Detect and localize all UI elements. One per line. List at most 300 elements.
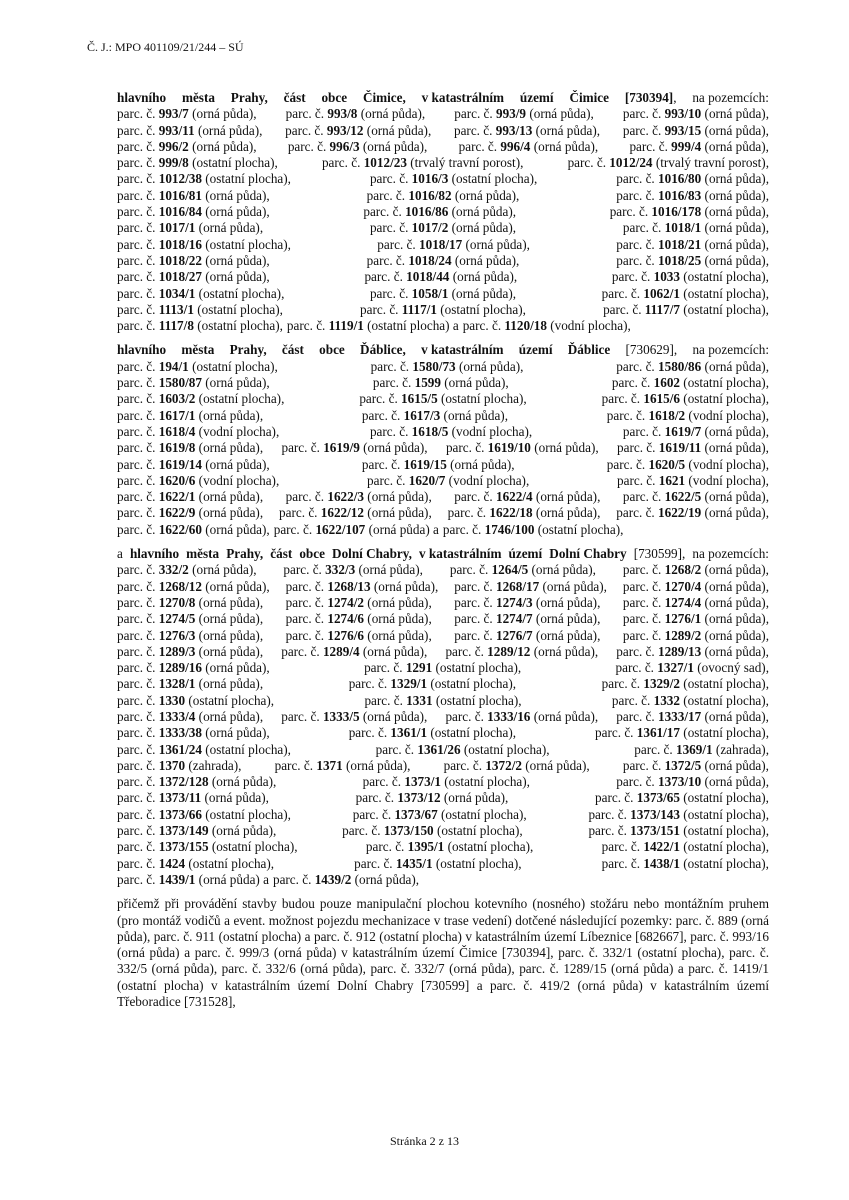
parcel-land-type: (orná půda),	[440, 375, 509, 391]
parcel-number: 1373/149	[158, 823, 209, 839]
parcel-land-type: (orná půda),	[357, 106, 426, 122]
parcel-land-type: (ostatní plocha),	[448, 171, 538, 187]
parcel-prefix: parc. č.	[454, 106, 496, 122]
parcel-prefix: parc. č.	[117, 489, 159, 505]
parcel-prefix: parc. č.	[355, 790, 398, 806]
parcel-land-type: (orná půda),	[701, 774, 769, 790]
parcel-entry	[623, 489, 769, 505]
parcel-number: 1017/2	[411, 220, 449, 236]
parcel-number: 1622/60	[158, 521, 202, 537]
parcel-land-type: (vodní plocha),	[685, 472, 769, 488]
parcel-land-type: (orná půda),	[446, 456, 515, 472]
parcel-prefix: parc. č.	[622, 423, 665, 439]
parcel-prefix: parc. č.	[445, 440, 488, 456]
parcel-row	[117, 106, 769, 122]
parcel-row	[117, 359, 769, 375]
intro-word	[419, 546, 501, 562]
parcel-number: 993/12	[326, 122, 364, 138]
parcel-land-type: (ostatní plocha),	[534, 521, 624, 537]
parcel-entry	[286, 579, 439, 595]
parcel-prefix: parc. č.	[454, 578, 496, 594]
parcel-number: 1289/13	[657, 643, 702, 659]
parcel-land-type: (ostatní plocha),	[679, 790, 769, 806]
parcel-row	[117, 171, 769, 187]
parcel-land-type: (ostatní plocha),	[433, 823, 523, 839]
parcel-number: 1372/128	[158, 774, 209, 790]
parcel-entry	[117, 595, 263, 611]
intro-word	[634, 546, 686, 562]
parcel-row	[117, 774, 769, 790]
parcel-number: 1016/82	[408, 187, 452, 203]
parcel-number: 1018/24	[408, 252, 452, 268]
parcel-land-type: (ostatní plocha),	[437, 806, 527, 822]
parcel-entry	[463, 318, 631, 334]
parcel-prefix: parc. č.	[281, 440, 324, 456]
parcel-prefix: parc. č.	[281, 643, 323, 659]
parcel-number: 1333/38	[158, 725, 202, 741]
intro-word	[284, 90, 306, 106]
parcel-prefix: parc. č.	[117, 318, 159, 334]
intro-text: [730599]	[633, 546, 683, 562]
parcel-land-type: (orná půda),	[448, 204, 517, 220]
section-intro	[117, 546, 769, 562]
parcel-entry	[117, 489, 263, 505]
parcel-land-type: (orná půda),	[201, 521, 270, 537]
parcel-prefix: parc. č.	[117, 521, 159, 537]
parcel-prefix: parc. č.	[377, 236, 419, 252]
parcel-entry	[444, 758, 590, 774]
parcel-row-final	[117, 522, 769, 538]
parcel-number: 1016/80	[658, 171, 702, 187]
parcel-land-type: (ostatní plocha),	[444, 839, 534, 855]
parcel-number: 1618/2	[648, 407, 686, 423]
parcel-prefix: parc. č.	[462, 318, 505, 334]
parcel-prefix: parc. č.	[117, 692, 159, 708]
parcel-land-type: (ostatní plocha),	[185, 855, 275, 871]
parcel-prefix: parc. č.	[117, 391, 159, 407]
parcel-land-type: (orná půda),	[359, 643, 428, 659]
intro-word	[519, 342, 553, 358]
parcel-number: 1289/12	[487, 643, 531, 659]
parcel-land-type: (ostatní plocha),	[427, 725, 517, 741]
parcel-land-type: (orná půda),	[194, 122, 263, 138]
parcel-prefix: parc. č.	[360, 301, 402, 317]
parcel-number: 1333/16	[487, 708, 531, 724]
parcel-entry	[446, 440, 599, 456]
parcel-number: 1268/17	[495, 578, 540, 594]
parcel-prefix: parc. č.	[622, 578, 665, 594]
parcel-land-type: (ostatní plocha) a	[363, 318, 459, 334]
parcel-number: 993/10	[664, 106, 702, 122]
parcel-entry	[616, 359, 769, 375]
parcel-land-type: (orná půda),	[701, 643, 769, 659]
parcel-prefix: parc. č.	[117, 660, 159, 676]
parcel-prefix: parc. č.	[117, 611, 159, 627]
parcel-number: 1372/2	[485, 757, 522, 773]
parcel-number: 1012/23	[363, 155, 407, 171]
intro-word	[299, 546, 325, 562]
parcel-row	[117, 725, 769, 741]
parcel-land-type: (ostatní plocha),	[201, 741, 291, 757]
parcel-number: 1618/4	[158, 423, 196, 439]
parcel-entry	[373, 375, 509, 391]
parcel-number: 1599	[414, 375, 441, 391]
intro-word	[321, 90, 347, 106]
parcel-land-type: (orná půda),	[201, 456, 270, 472]
parcel-entry	[623, 424, 769, 440]
parcel-prefix: parc. č.	[274, 757, 317, 773]
section-dolni-chabry	[117, 546, 769, 888]
parcel-entry	[607, 408, 769, 424]
parcel-land-type: (orná půda),	[363, 122, 432, 138]
parcel-entry	[371, 359, 524, 375]
parcel-number: 1619/9	[323, 440, 360, 456]
intro-word	[226, 546, 263, 562]
parcel-entry	[448, 505, 601, 521]
parcel-entry	[634, 742, 769, 758]
parcel-land-type: (ostatní plocha),	[432, 692, 522, 708]
intro-text: Dolní Chabry	[549, 546, 627, 562]
parcel-number: 1619/11	[658, 440, 702, 456]
parcel-prefix: parc. č.	[601, 855, 644, 871]
parcel-land-type: (orná půda),	[532, 611, 601, 627]
parcel-list	[117, 562, 769, 888]
parcel-entry	[117, 628, 263, 644]
parcel-entry	[612, 269, 769, 285]
parcel-land-type: (orná půda),	[364, 594, 432, 610]
parcel-entry	[454, 489, 600, 505]
parcel-land-type: (ostatní plocha),	[680, 725, 769, 741]
parcel-row	[117, 856, 769, 872]
parcel-entry	[286, 489, 432, 505]
parcel-number: 1618/5	[411, 423, 449, 439]
parcel-number: 1435/1	[395, 855, 433, 871]
parcel-entry	[595, 725, 769, 741]
parcel-entry	[459, 139, 599, 155]
parcel-prefix: parc. č.	[369, 285, 412, 301]
parcel-prefix: parc. č.	[117, 790, 159, 806]
parcel-land-type: (ostatní plocha),	[427, 676, 517, 692]
parcel-prefix: parc. č.	[622, 611, 665, 627]
parcel-prefix: parc. č.	[363, 204, 406, 220]
parcel-prefix: parc. č.	[445, 708, 488, 724]
parcel-prefix: parc. č.	[273, 521, 316, 537]
parcel-prefix: parc. č.	[117, 269, 159, 285]
parcel-prefix: parc. č.	[342, 823, 384, 839]
parcel-land-type: (ostatní plocha),	[680, 806, 769, 822]
parcel-prefix: parc. č.	[616, 187, 659, 203]
parcel-number: 1361/1	[390, 725, 428, 741]
parcel-land-type: (ostatní plocha),	[680, 375, 769, 391]
parcel-number: 1268/13	[327, 578, 371, 594]
intro-word	[270, 546, 292, 562]
parcel-entry	[445, 709, 598, 725]
parcel-number: 1622/1	[158, 489, 196, 505]
parcel-number: 996/3	[329, 138, 360, 154]
parcel-number: 993/15	[664, 122, 702, 138]
parcel-land-type: (orná půda),	[701, 171, 769, 187]
parcel-number: 1018/1	[664, 220, 702, 236]
parcel-number: 332/2	[158, 562, 189, 578]
parcel-row	[117, 839, 769, 855]
parcel-number: 1439/2	[314, 871, 352, 887]
parcel-prefix: parc. č.	[117, 871, 159, 887]
parcel-number: 1276/1	[664, 611, 702, 627]
parcel-row	[117, 676, 769, 692]
parcel-entry	[616, 253, 769, 269]
parcel-prefix: parc. č.	[285, 122, 327, 138]
parcel-prefix: parc. č.	[595, 725, 637, 741]
intro-word	[520, 90, 554, 106]
parcel-number: 996/4	[500, 138, 531, 154]
parcel-row	[117, 269, 769, 285]
parcel-prefix: parc. č.	[372, 375, 415, 391]
parcel-entry	[117, 139, 257, 155]
section-cimice	[117, 90, 769, 334]
parcel-row	[117, 139, 769, 155]
parcel-number: 1373/12	[397, 790, 441, 806]
parcel-land-type: (ostatní plocha),	[679, 269, 769, 285]
parcel-prefix: parc. č.	[601, 839, 644, 855]
parcel-land-type: (orná půda),	[449, 269, 518, 285]
parcel-land-type: (orná půda),	[188, 562, 257, 578]
parcel-land-type: (ostatní plocha),	[437, 391, 527, 407]
parcel-land-type: (orná půda),	[701, 757, 769, 773]
parcel-land-type: (ostatní plocha),	[680, 839, 769, 855]
parcel-land-type: (vodní plocha),	[195, 472, 280, 488]
intro-text: obce	[319, 342, 345, 358]
parcel-prefix: parc. č.	[287, 138, 330, 154]
parcel-row	[117, 457, 769, 473]
parcel-entry	[117, 375, 270, 391]
parcel-prefix: parc. č.	[117, 741, 159, 757]
parcel-prefix: parc. č.	[442, 521, 485, 537]
parcel-prefix: parc. č.	[364, 660, 406, 676]
parcel-land-type: (orná půda),	[201, 578, 270, 594]
parcel-land-type: (orná půda),	[208, 823, 277, 839]
parcel-prefix: parc. č.	[117, 440, 159, 456]
parcel-number: 1016/81	[158, 187, 202, 203]
parcel-row	[117, 742, 769, 758]
parcel-land-type: (ostatní plocha),	[440, 774, 530, 790]
parcel-entry	[117, 562, 257, 578]
parcel-land-type: (orná půda),	[701, 204, 769, 220]
parcel-prefix: parc. č.	[286, 318, 329, 334]
parcel-entry	[454, 579, 607, 595]
parcel-entry	[454, 106, 594, 122]
parcel-entry	[363, 774, 530, 790]
parcel-entry	[286, 611, 432, 627]
parcel-row	[117, 562, 769, 578]
parcel-land-type: (ostatní plocha),	[195, 391, 285, 407]
parcel-land-type: (orná půda),	[701, 489, 769, 505]
parcel-number: 1371	[316, 757, 343, 773]
parcel-entry	[279, 505, 432, 521]
parcel-number: 1018/22	[158, 252, 202, 268]
parcel-land-type: (ostatní plocha),	[201, 236, 291, 252]
parcel-land-type: (vodní plocha),	[546, 318, 631, 334]
parcel-entry	[616, 660, 769, 676]
parcel-number: 1395/1	[407, 839, 445, 855]
parcel-entry	[117, 676, 263, 692]
parcel-number: 1615/5	[401, 391, 438, 407]
parcel-prefix: parc. č.	[361, 407, 404, 423]
parcel-number: 1617/1	[158, 407, 196, 423]
parcel-entry	[588, 807, 769, 823]
parcel-land-type: (vodní plocha),	[685, 407, 769, 423]
parcel-row	[117, 188, 769, 204]
parcel-number: 1276/3	[158, 627, 196, 643]
intro-word	[230, 342, 267, 358]
parcel-prefix: parc. č.	[283, 562, 326, 578]
parcel-prefix: parc. č.	[622, 220, 665, 236]
parcel-prefix: parc. č.	[365, 839, 408, 855]
parcel-number: 1746/100	[484, 521, 535, 537]
parcel-row	[117, 790, 769, 806]
parcel-prefix: parc. č.	[117, 855, 159, 871]
parcel-number: 1580/73	[412, 358, 456, 374]
parcel-land-type: (ostatní plocha),	[679, 855, 769, 871]
parcel-prefix: parc. č.	[321, 155, 364, 171]
parcel-entry	[283, 562, 423, 578]
parcel-prefix: parc. č.	[117, 358, 159, 374]
parcel-land-type: (ostatní plocha),	[680, 391, 769, 407]
parcel-land-type: (ostatní plocha),	[432, 855, 522, 871]
intro-text: hlavního	[117, 90, 167, 105]
parcel-number: 1331	[406, 692, 433, 708]
intro-text: města	[181, 90, 215, 105]
parcel-number: 1603/2	[158, 391, 196, 407]
parcel-prefix: parc. č.	[611, 692, 654, 708]
intro-text: území	[519, 90, 554, 105]
intro-word	[569, 90, 609, 106]
parcel-entry	[117, 522, 270, 538]
parcel-number: 1018/21	[658, 236, 702, 252]
parcel-prefix: parc. č.	[603, 301, 645, 317]
punctuation: ,	[673, 90, 677, 105]
parcel-entry	[623, 611, 769, 627]
parcel-number: 1619/10	[487, 440, 531, 456]
intro-word	[182, 90, 215, 106]
parcel-entry	[623, 628, 769, 644]
parcel-entry	[117, 758, 241, 774]
parcel-land-type: (orná půda),	[342, 757, 411, 773]
parcel-number: 1018/27	[158, 269, 202, 285]
parcel-prefix: parc. č.	[447, 505, 490, 521]
parcel-land-type: (ostatní plocha),	[679, 301, 769, 317]
parcel-entry	[117, 660, 270, 676]
parcel-prefix: parc. č.	[279, 505, 321, 521]
parcel-land-type: (orná půda),	[201, 725, 270, 741]
parcel-number: 1615/6	[643, 391, 680, 407]
parcel-entry	[623, 595, 769, 611]
parcel-entry	[117, 693, 274, 709]
parcel-prefix: parc. č.	[285, 578, 328, 594]
parcel-number: 1117/1	[401, 301, 437, 317]
parcel-entry	[117, 611, 263, 627]
parcel-number: 1373/143	[630, 806, 680, 822]
parcel-number: 1370	[158, 757, 186, 773]
parcel-entry	[322, 155, 523, 171]
parcel-prefix: parc. č.	[117, 839, 159, 855]
parcel-number: 999/4	[671, 138, 702, 154]
parcel-prefix: parc. č.	[601, 391, 644, 407]
parcel-prefix: parc. č.	[364, 269, 407, 285]
parcel-land-type: (orná půda),	[701, 138, 769, 154]
document-reference-number: Č. J.: MPO 401109/21/244 – SÚ	[87, 40, 244, 54]
parcel-number: 1062/1	[643, 285, 680, 301]
parcel-land-type: (orná půda),	[455, 358, 524, 374]
parcel-prefix: parc. č.	[617, 440, 659, 456]
parcel-entry	[117, 359, 278, 375]
parcel-land-type: (orná půda),	[195, 594, 264, 610]
parcel-land-type: (orná půda),	[532, 505, 601, 521]
parcel-number: 1120/18	[504, 318, 547, 334]
parcel-entry	[629, 139, 769, 155]
parcel-prefix: parc. č.	[588, 823, 631, 839]
parcel-entry	[117, 644, 263, 660]
parcel-number: 1330	[158, 692, 186, 708]
parcel-prefix: parc. č.	[117, 204, 159, 220]
parcel-entry	[117, 269, 270, 285]
section-dablice	[117, 342, 769, 538]
parcel-entry	[281, 440, 427, 456]
parcel-prefix: parc. č.	[615, 660, 658, 676]
parcel-land-type: (ostatní plocha),	[188, 155, 278, 171]
parcel-number: 1328/1	[158, 676, 196, 692]
parcel-entry	[117, 440, 263, 456]
parcel-land-type: (ostatní plocha),	[680, 823, 769, 839]
parcel-land-type: (orná půda),	[701, 562, 769, 578]
parcel-prefix: parc. č.	[361, 456, 404, 472]
intro-text: území	[508, 546, 543, 562]
document-body	[117, 90, 769, 1010]
parcel-land-type: (orná půda),	[201, 660, 270, 676]
parcel-land-type: (orná půda),	[462, 236, 530, 252]
parcel-number: 993/7	[158, 106, 189, 122]
parcel-number: 1622/12	[320, 505, 364, 521]
intro-text: [730629]	[625, 342, 674, 358]
parcel-land-type: (vodní plocha),	[445, 472, 530, 488]
parcel-number: 1602	[653, 375, 680, 391]
parcel-prefix: parc. č.	[281, 708, 323, 724]
intro-text: a	[117, 546, 123, 562]
parcel-prefix: parc. č.	[359, 391, 402, 407]
parcel-prefix: parc. č.	[117, 138, 159, 154]
parcel-prefix: parc. č.	[117, 220, 159, 236]
intro-word	[626, 342, 678, 358]
parcel-row	[117, 123, 769, 139]
parcel-row	[117, 807, 769, 823]
parcel-number: 1373/10	[658, 774, 702, 790]
parcel-entry	[117, 839, 298, 855]
parcel-entry	[623, 123, 769, 139]
parcel-number: 1333/4	[158, 708, 196, 724]
parcel-number: 1620/6	[158, 472, 196, 488]
parcel-number: 1619/7	[664, 423, 702, 439]
parcel-entry	[370, 220, 516, 236]
parcel-prefix: parc. č.	[588, 806, 631, 822]
intro-text: města	[186, 546, 220, 562]
parcel-prefix: parc. č.	[362, 774, 405, 790]
parcel-prefix: parc. č.	[352, 806, 395, 822]
parcel-number: 1274/4	[664, 594, 702, 610]
parcel-land-type: (ostatní plocha),	[680, 676, 769, 692]
parcel-land-type: (ostatní plocha),	[201, 806, 291, 822]
parcel-land-type: (orná půda),	[451, 252, 520, 268]
parcel-prefix: parc. č.	[354, 855, 396, 871]
parcel-land-type: (orná půda),	[195, 220, 264, 236]
